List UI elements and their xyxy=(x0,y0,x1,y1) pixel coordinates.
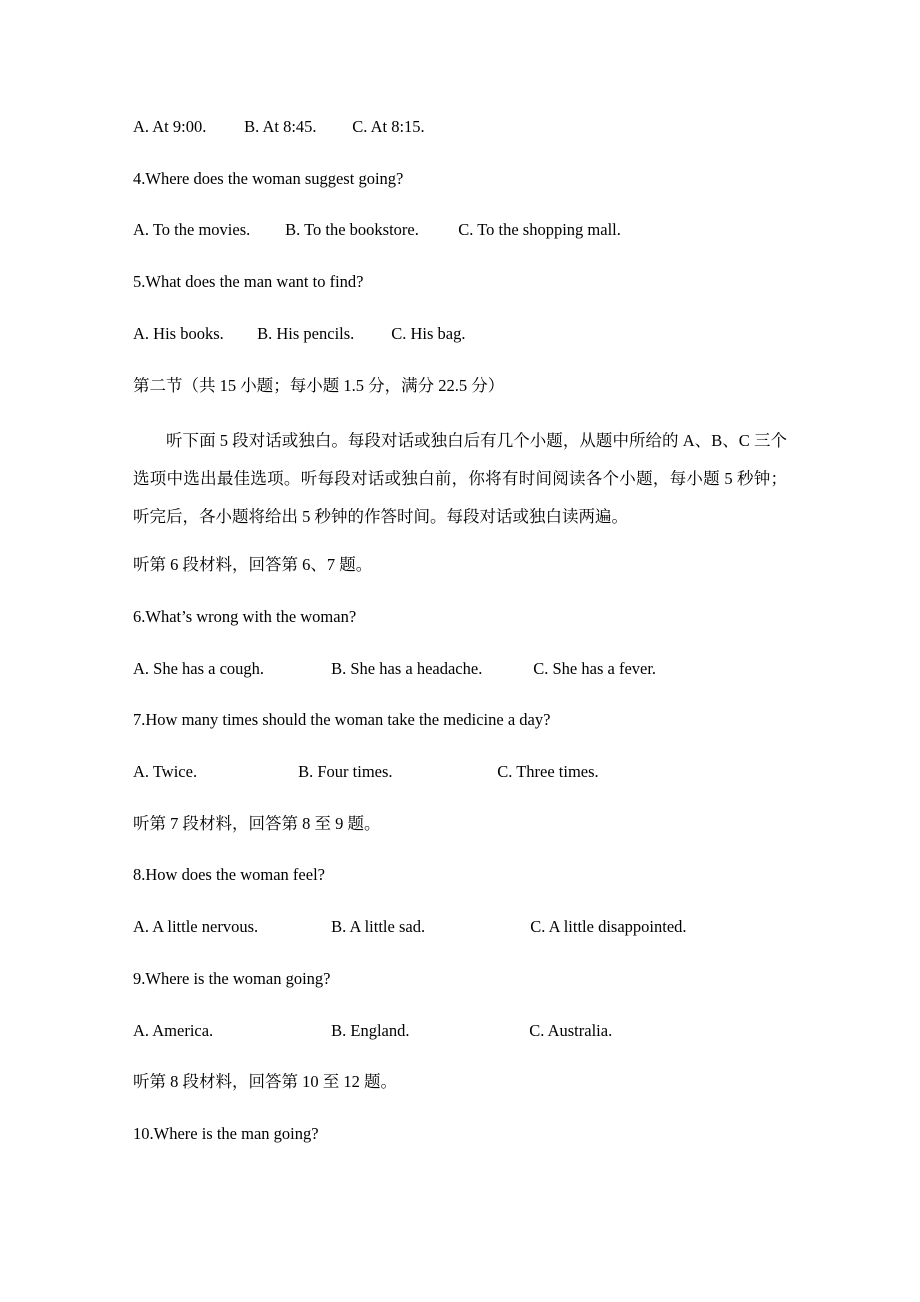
section-2-instructions: 听下面 5 段对话或独白。每段对话或独白后有几个小题，从题中所给的 A、B、C 三个选项中选出最佳选项。听每段对话或独白前，你将有时间阅读各个小题，每小题 5 秒钟；听完后，各小题将给出 5 秒钟的作答时间。每段对话或独白读两遍。 xyxy=(133,431,787,527)
question-4-options xyxy=(133,219,787,241)
option-a: A. She has a cough. xyxy=(133,658,265,678)
question-6-text: 6.What’s wrong with the woman? xyxy=(133,606,357,626)
option-a: A. America. xyxy=(133,1020,214,1040)
option-a: A. At 9:00. xyxy=(133,117,207,136)
question-7-text: 7.How many times should the woman take the medicine a day? xyxy=(133,710,551,730)
question-5-text: 5.What does the man want to find? xyxy=(133,272,364,292)
question-5-options xyxy=(133,323,787,345)
question-9-options xyxy=(133,1020,787,1042)
option-b: B. England. xyxy=(331,1020,410,1040)
option-a: A. A little nervous. xyxy=(133,917,259,937)
option-c: C. She has a fever. xyxy=(533,658,657,678)
option-b: B. His pencils. xyxy=(257,323,355,343)
option-c: C. Australia. xyxy=(529,1020,613,1040)
question-6-options xyxy=(133,658,787,680)
question-8-text: 8.How does the woman feel? xyxy=(133,865,325,885)
material-6-prompt: 听第 6 段材料，回答第 6、7 题。 xyxy=(133,555,373,575)
material-7-prompt: 听第 7 段材料，回答第 8 至 9 题。 xyxy=(133,813,381,833)
question-8-options xyxy=(133,916,787,938)
option-c: C. At 8:15. xyxy=(352,117,425,136)
option-b: B. To the bookstore. xyxy=(285,220,419,240)
question-7-options xyxy=(133,761,787,783)
option-a: A. To the movies. xyxy=(133,220,251,240)
option-b: B. At 8:45. xyxy=(244,117,317,136)
option-b: B. She has a headache. xyxy=(331,658,483,678)
option-c: C. His bag. xyxy=(391,323,466,343)
option-a: A. Twice. xyxy=(133,762,198,782)
option-b: B. Four times. xyxy=(298,762,393,782)
question-9-text: 9.Where is the woman going? xyxy=(133,968,331,988)
question-4-text: 4.Where does the woman suggest going? xyxy=(133,168,404,188)
option-c: C. Three times. xyxy=(497,762,599,782)
option-a: A. His books. xyxy=(133,323,224,343)
section-2-heading: 第二节（共 15 小题；每小题 1.5 分，满分 22.5 分） xyxy=(133,375,505,395)
option-c: C. A little disappointed. xyxy=(530,917,687,937)
question-3-options xyxy=(133,116,787,138)
option-b: B. A little sad. xyxy=(331,917,426,937)
material-8-prompt: 听第 8 段材料，回答第 10 至 12 题。 xyxy=(133,1072,397,1092)
question-10-text: 10.Where is the man going? xyxy=(133,1123,319,1143)
option-c: C. To the shopping mall. xyxy=(458,220,621,240)
